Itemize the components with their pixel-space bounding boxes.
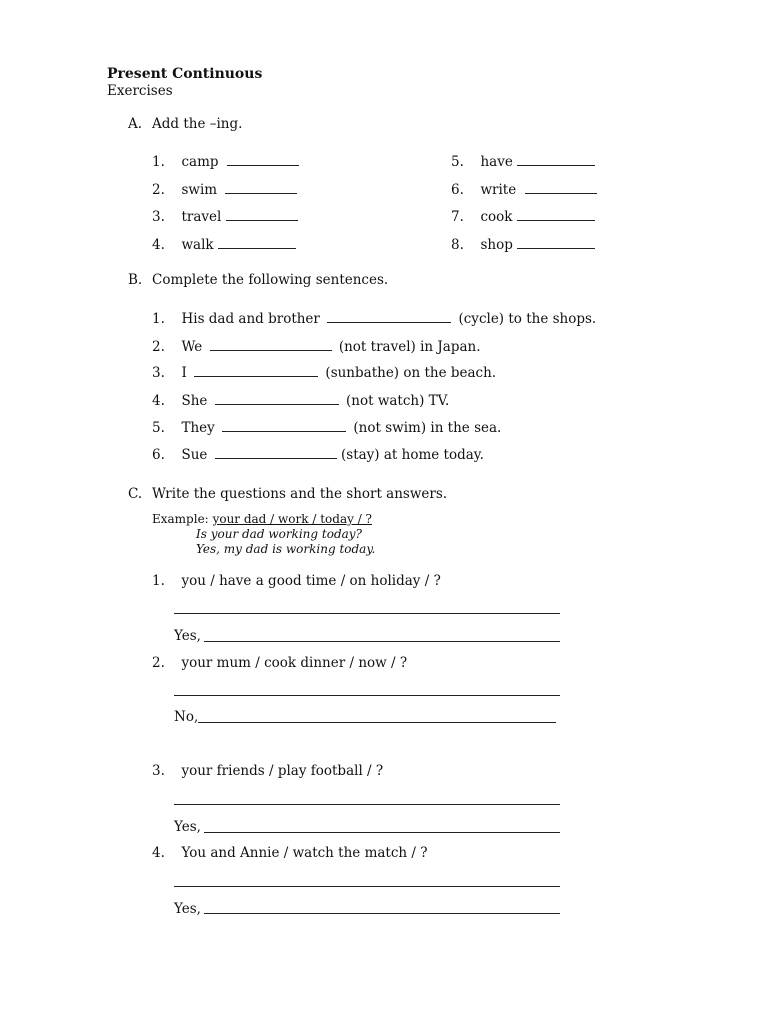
- page-subtitle: Exercises: [107, 83, 173, 99]
- section-a-item-7: [451, 208, 595, 225]
- item-number: 2.: [152, 339, 165, 355]
- section-c-marker: C.: [128, 486, 143, 502]
- section-a-marker: A.: [128, 116, 143, 132]
- answer-blank[interactable]: [517, 208, 595, 221]
- item-number: 1.: [152, 311, 165, 327]
- item-number: 3.: [152, 365, 165, 381]
- item-word: walk: [181, 237, 214, 253]
- item-word: shop: [480, 237, 513, 253]
- item-number: 2.: [152, 655, 165, 671]
- question-prompt: your friends / play football / ?: [181, 763, 384, 779]
- answer-blank[interactable]: [218, 236, 296, 249]
- sentence-start: She: [181, 393, 208, 409]
- answer-blank[interactable]: [226, 208, 298, 221]
- example-question: Is your dad working today?: [196, 527, 362, 541]
- short-answer-line[interactable]: [198, 722, 556, 723]
- item-number: 6.: [152, 447, 165, 463]
- answer-blank[interactable]: [215, 446, 337, 459]
- sentence-end: (not travel) in Japan.: [338, 339, 481, 355]
- item-number: 3.: [152, 763, 165, 779]
- section-a-item-8: [451, 236, 595, 253]
- item-word: travel: [181, 209, 222, 225]
- section-a-item-6: [451, 181, 597, 198]
- answer-blank[interactable]: [194, 364, 318, 377]
- section-b-marker: B.: [128, 272, 143, 288]
- sentence-start: Sue: [181, 447, 208, 463]
- example-prompt-line: [152, 513, 372, 525]
- section-a-item-5: [451, 153, 595, 170]
- question-answer-line[interactable]: [174, 804, 560, 805]
- section-b-item-5: [152, 419, 501, 436]
- sentence-start: His dad and brother: [181, 311, 320, 327]
- answer-blank[interactable]: [327, 310, 451, 323]
- short-answer-start: Yes,: [174, 901, 201, 917]
- item-word: have: [480, 154, 513, 170]
- sentence-start: We: [181, 339, 203, 355]
- item-word: swim: [181, 182, 218, 198]
- item-number: 8.: [451, 237, 464, 253]
- item-number: 4.: [152, 393, 165, 409]
- sentence-end: (not swim) in the sea.: [353, 420, 502, 436]
- answer-blank[interactable]: [227, 153, 299, 166]
- example-answer: Yes, my dad is working today.: [196, 542, 376, 556]
- item-number: 4.: [152, 237, 165, 253]
- item-number: 3.: [152, 209, 165, 225]
- item-number: 6.: [451, 182, 464, 198]
- answer-blank[interactable]: [517, 153, 595, 166]
- section-b-item-2: [152, 338, 481, 355]
- item-number: 2.: [152, 182, 165, 198]
- short-answer-line[interactable]: [204, 832, 560, 833]
- section-c-instruction: Write the questions and the short answers.: [152, 486, 448, 502]
- question-answer-line[interactable]: [174, 886, 560, 887]
- answer-blank[interactable]: [225, 181, 297, 194]
- section-c-item-1: [152, 575, 441, 589]
- short-answer-line[interactable]: [204, 913, 560, 914]
- section-b-item-3: [152, 364, 496, 381]
- item-word: camp: [181, 154, 219, 170]
- section-a-instruction: Add the –ing.: [152, 116, 243, 132]
- question-prompt: You and Annie / watch the match / ?: [181, 845, 428, 861]
- answer-blank[interactable]: [210, 338, 332, 351]
- section-a-item-1: [152, 153, 299, 170]
- example-label: Example:: [152, 512, 209, 526]
- item-number: 4.: [152, 845, 165, 861]
- sentence-end: (cycle) to the shops.: [458, 311, 597, 327]
- item-number: 1.: [152, 573, 165, 589]
- example-prompt: your dad / work / today / ?: [212, 512, 372, 526]
- section-a-item-4: [152, 236, 296, 253]
- item-word: write: [480, 182, 517, 198]
- section-b-item-1: [152, 310, 596, 327]
- short-answer-start: No,: [174, 709, 199, 725]
- page-title: Present Continuous: [107, 66, 263, 82]
- sentence-end: (sunbathe) on the beach.: [325, 365, 497, 381]
- short-answer-line[interactable]: [204, 641, 560, 642]
- item-number: 1.: [152, 154, 165, 170]
- sentence-end: (not watch) TV.: [346, 393, 450, 409]
- item-number: 5.: [152, 420, 165, 436]
- section-c-item-3: [152, 765, 383, 779]
- section-a-item-3: [152, 208, 298, 225]
- answer-blank[interactable]: [215, 392, 339, 405]
- item-word: cook: [480, 209, 513, 225]
- short-answer-start: Yes,: [174, 819, 201, 835]
- item-number: 5.: [451, 154, 464, 170]
- question-answer-line[interactable]: [174, 613, 560, 614]
- section-b-item-4: [152, 392, 449, 409]
- question-prompt: you / have a good time / on holiday / ?: [181, 573, 441, 589]
- section-c-item-2: [152, 657, 407, 671]
- section-c-item-4: [152, 847, 427, 861]
- question-prompt: your mum / cook dinner / now / ?: [181, 655, 408, 671]
- item-number: 7.: [451, 209, 464, 225]
- answer-blank[interactable]: [517, 236, 595, 249]
- section-b-instruction: Complete the following sentences.: [152, 272, 389, 288]
- sentence-end: (stay) at home today.: [341, 447, 484, 463]
- short-answer-start: Yes,: [174, 628, 201, 644]
- answer-blank[interactable]: [525, 181, 597, 194]
- section-a-item-2: [152, 181, 297, 198]
- section-b-item-6: [152, 446, 484, 463]
- answer-blank[interactable]: [222, 419, 346, 432]
- sentence-start: They: [181, 420, 215, 436]
- question-answer-line[interactable]: [174, 695, 560, 696]
- sentence-start: I: [181, 365, 187, 381]
